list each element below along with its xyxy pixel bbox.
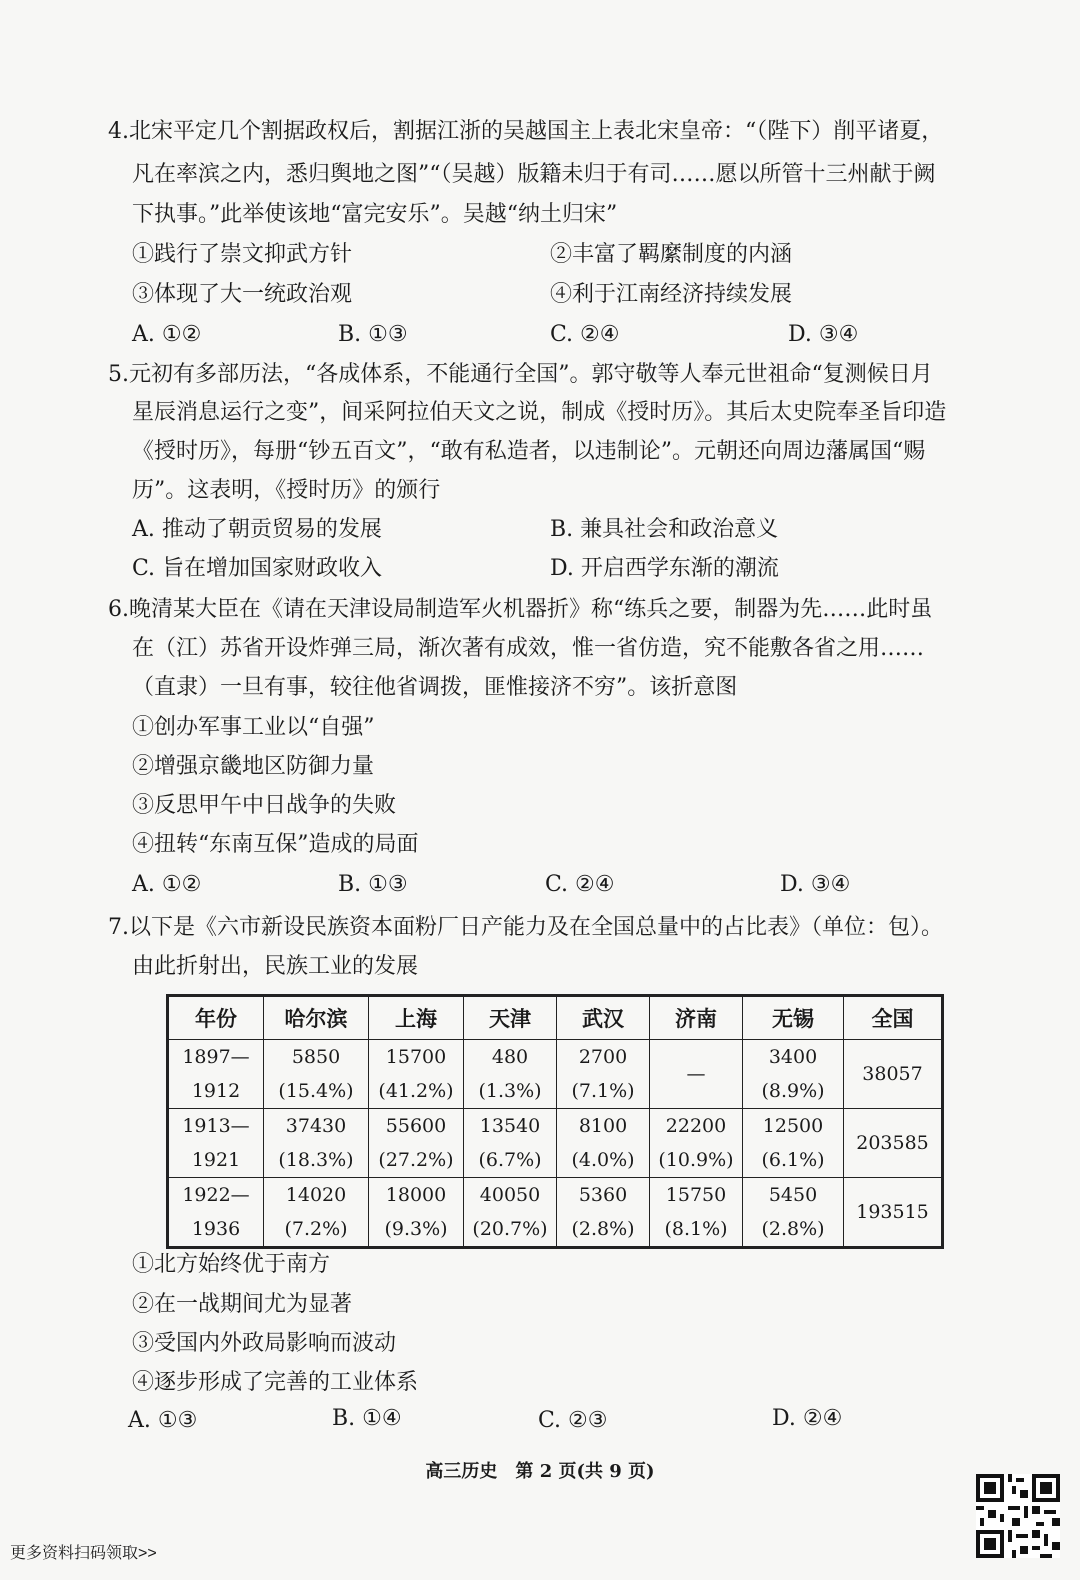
cell-percent: (2.8%) xyxy=(761,1218,825,1240)
year-cell xyxy=(168,1040,264,1109)
year-cell xyxy=(168,1109,264,1178)
table-cell xyxy=(464,1109,557,1178)
table-header-row xyxy=(168,996,943,1040)
cell-percent: (15.4%) xyxy=(278,1080,354,1102)
q4-option-c[interactable]: C. ②④ xyxy=(550,322,620,347)
cell-percent: (2.8%) xyxy=(571,1218,635,1240)
q5-option-c[interactable]: C. 旨在增加国家财政收入 xyxy=(132,556,383,581)
q5-stem-line-2: 星辰消息运行之变”，间采阿拉伯天文之说，制成《授时历》。其后太史院奉圣旨印造 xyxy=(132,400,947,425)
cell-value: 22200 xyxy=(665,1115,727,1137)
table-row xyxy=(168,1109,943,1178)
cell-value: 37430 xyxy=(285,1115,347,1137)
cell-value: 18000 xyxy=(385,1184,447,1206)
q4-option-d[interactable]: D. ③④ xyxy=(788,322,859,347)
table-cell xyxy=(264,1109,369,1178)
q7-item-3: ③受国内外政局影响而波动 xyxy=(132,1331,397,1356)
cell-value: 5450 xyxy=(768,1184,818,1206)
q5-stem-line-1: 5.元初有多部历法，“各成体系，不能通行全国”。郭守敬等人奉元世祖命“复测候日月 xyxy=(108,362,933,387)
cell-value: — xyxy=(686,1063,706,1085)
table-cell xyxy=(743,1178,844,1248)
cell-percent: (6.1%) xyxy=(761,1149,825,1171)
table-cell xyxy=(557,1178,650,1248)
year-start: 1922— xyxy=(182,1184,250,1206)
q7-item-1: ①北方始终优于南方 xyxy=(132,1252,331,1277)
table-header: 天津 xyxy=(464,996,557,1040)
cell-percent: (1.3%) xyxy=(478,1080,542,1102)
cell-value: 55600 xyxy=(385,1115,447,1137)
table-cell xyxy=(264,1178,369,1248)
cell-value: 15700 xyxy=(385,1046,447,1068)
cell-percent: (7.1%) xyxy=(571,1080,635,1102)
q6-option-c[interactable]: C. ②④ xyxy=(545,872,615,897)
q6-option-a[interactable]: A. ①② xyxy=(132,872,202,897)
cell-percent: (20.7%) xyxy=(472,1218,548,1240)
cell-value: 12500 xyxy=(762,1115,824,1137)
q6-item-3: ③反思甲午中日战争的失败 xyxy=(132,793,397,818)
q6-stem-line-1: 6.晚清某大臣在《请在天津设局制造军火机器折》称“练兵之要，制器为先……此时虽 xyxy=(108,597,933,622)
cell-value: 3400 xyxy=(768,1046,818,1068)
q5-option-a[interactable]: A. 推动了朝贡贸易的发展 xyxy=(132,517,382,542)
cell-value: 40050 xyxy=(479,1184,541,1206)
q5-option-d[interactable]: D. 开启西学东渐的潮流 xyxy=(550,556,779,581)
table-cell xyxy=(650,1109,743,1178)
cell-value: 5850 xyxy=(291,1046,341,1068)
cell-value: 5360 xyxy=(578,1184,628,1206)
q4-stem-line-1: 4.北宋平定几个割据政权后，割据江浙的吴越国主上表北宋皇帝：“（陛下）削平诸夏， xyxy=(108,119,944,144)
table-header: 哈尔滨 xyxy=(264,996,369,1040)
cell-percent: (18.3%) xyxy=(278,1149,354,1171)
q4-option-a[interactable]: A. ①② xyxy=(132,322,202,347)
q7-option-a[interactable]: A. ①③ xyxy=(128,1408,198,1433)
cell-value: 2700 xyxy=(578,1046,628,1068)
table-header: 无锡 xyxy=(743,996,844,1040)
table-cell xyxy=(743,1040,844,1109)
q5-option-b[interactable]: B. 兼具社会和政治意义 xyxy=(550,517,779,542)
cell-percent: (8.1%) xyxy=(664,1218,728,1240)
cell-percent: (27.2%) xyxy=(378,1149,454,1171)
table-cell xyxy=(557,1040,650,1109)
cell-value: 480 xyxy=(491,1046,529,1068)
table-cell xyxy=(743,1109,844,1178)
cell-percent: (8.9%) xyxy=(761,1080,825,1102)
table-cell xyxy=(464,1178,557,1248)
year-start: 1897— xyxy=(182,1046,250,1068)
q7-option-d[interactable]: D. ②④ xyxy=(772,1406,843,1431)
year-end: 1921 xyxy=(191,1149,241,1171)
q7-item-2: ②在一战期间尤为显著 xyxy=(132,1292,353,1317)
q4-item-4: ④利于江南经济持续发展 xyxy=(550,282,793,307)
cell-value: 8100 xyxy=(578,1115,628,1137)
table-header: 年份 xyxy=(168,996,264,1040)
table-cell xyxy=(369,1178,464,1248)
table-header: 济南 xyxy=(650,996,743,1040)
q7-option-b[interactable]: B. ①④ xyxy=(332,1406,402,1431)
cell-value: 14020 xyxy=(285,1184,347,1206)
q6-option-b[interactable]: B. ①③ xyxy=(338,872,408,897)
q7-stem-line-2: 由此折射出，民族工业的发展 xyxy=(132,954,419,979)
year-start: 1913— xyxy=(182,1115,250,1137)
table-cell xyxy=(464,1040,557,1109)
total-cell: 203585 xyxy=(844,1109,943,1178)
year-end: 1912 xyxy=(191,1080,241,1102)
flour-mill-table xyxy=(166,994,944,1249)
q7-item-4: ④逐步形成了完善的工业体系 xyxy=(132,1370,419,1395)
q6-stem-line-3: （直隶）一旦有事，较往他省调拨，匪惟接济不穷”。该折意图 xyxy=(132,675,738,700)
cell-percent: (10.9%) xyxy=(658,1149,734,1171)
total-cell: 193515 xyxy=(844,1178,943,1248)
total-cell: 38057 xyxy=(844,1040,943,1109)
q6-option-d[interactable]: D. ③④ xyxy=(780,872,851,897)
table-cell xyxy=(650,1040,743,1109)
cell-percent: (7.2%) xyxy=(284,1218,348,1240)
q5-stem-line-4: 历”。这表明，《授时历》的颁行 xyxy=(132,478,441,503)
q4-stem-line-3: 下执事。”此举使该地“富完安乐”。吴越“纳土归宋” xyxy=(132,202,618,227)
table-header: 上海 xyxy=(369,996,464,1040)
table-cell xyxy=(650,1178,743,1248)
q5-stem-line-3: 《授时历》，每册“钞五百文”，“敢有私造者，以违制论”。元朝还向周边藩属国“赐 xyxy=(132,439,926,464)
cell-percent: (41.2%) xyxy=(378,1080,454,1102)
q6-item-2: ②增强京畿地区防御力量 xyxy=(132,754,375,779)
table-row xyxy=(168,1040,943,1109)
q6-stem-line-2: 在（江）苏省开设炸弹三局，渐次著有成效，惟一省仿造，究不能敷各省之用…… xyxy=(132,636,925,661)
cell-value: 15750 xyxy=(665,1184,727,1206)
q4-item-3: ③体现了大一统政治观 xyxy=(132,282,353,307)
qr-code-icon[interactable] xyxy=(976,1474,1060,1558)
table-cell xyxy=(557,1109,650,1178)
cell-percent: (4.0%) xyxy=(571,1149,635,1171)
q4-item-2: ②丰富了羁縻制度的内涵 xyxy=(550,242,793,267)
q4-item-1: ①践行了崇文抑武方针 xyxy=(132,242,353,267)
cell-value: 13540 xyxy=(479,1115,541,1137)
q7-option-c[interactable]: C. ②③ xyxy=(538,1408,608,1433)
q4-stem-line-2: 凡在率滨之内，悉归舆地之图”“（吴越）版籍未归于有司……愿以所管十三州献于阙 xyxy=(132,162,936,187)
table-cell xyxy=(369,1109,464,1178)
table-header: 全国 xyxy=(844,996,943,1040)
q6-item-1: ①创办军事工业以“自强” xyxy=(132,715,375,740)
table-cell xyxy=(369,1040,464,1109)
cell-percent: (6.7%) xyxy=(478,1149,542,1171)
table-header: 武汉 xyxy=(557,996,650,1040)
cell-percent: (9.3%) xyxy=(384,1218,448,1240)
more-resources-link[interactable]: 更多资料扫码领取>> xyxy=(10,1545,157,1562)
page-footer: 高三历史 第 2 页(共 9 页) xyxy=(425,1461,655,1482)
q4-option-b[interactable]: B. ①③ xyxy=(338,322,408,347)
q6-item-4: ④扭转“东南互保”造成的局面 xyxy=(132,832,419,857)
q7-stem-line-1: 7.以下是《六市新设民族资本面粉厂日产能力及在全国总量中的占比表》（单位：包）。 xyxy=(108,915,943,940)
year-end: 1936 xyxy=(191,1218,241,1240)
year-cell xyxy=(168,1178,264,1248)
table-row xyxy=(168,1178,943,1248)
table-cell xyxy=(264,1040,369,1109)
